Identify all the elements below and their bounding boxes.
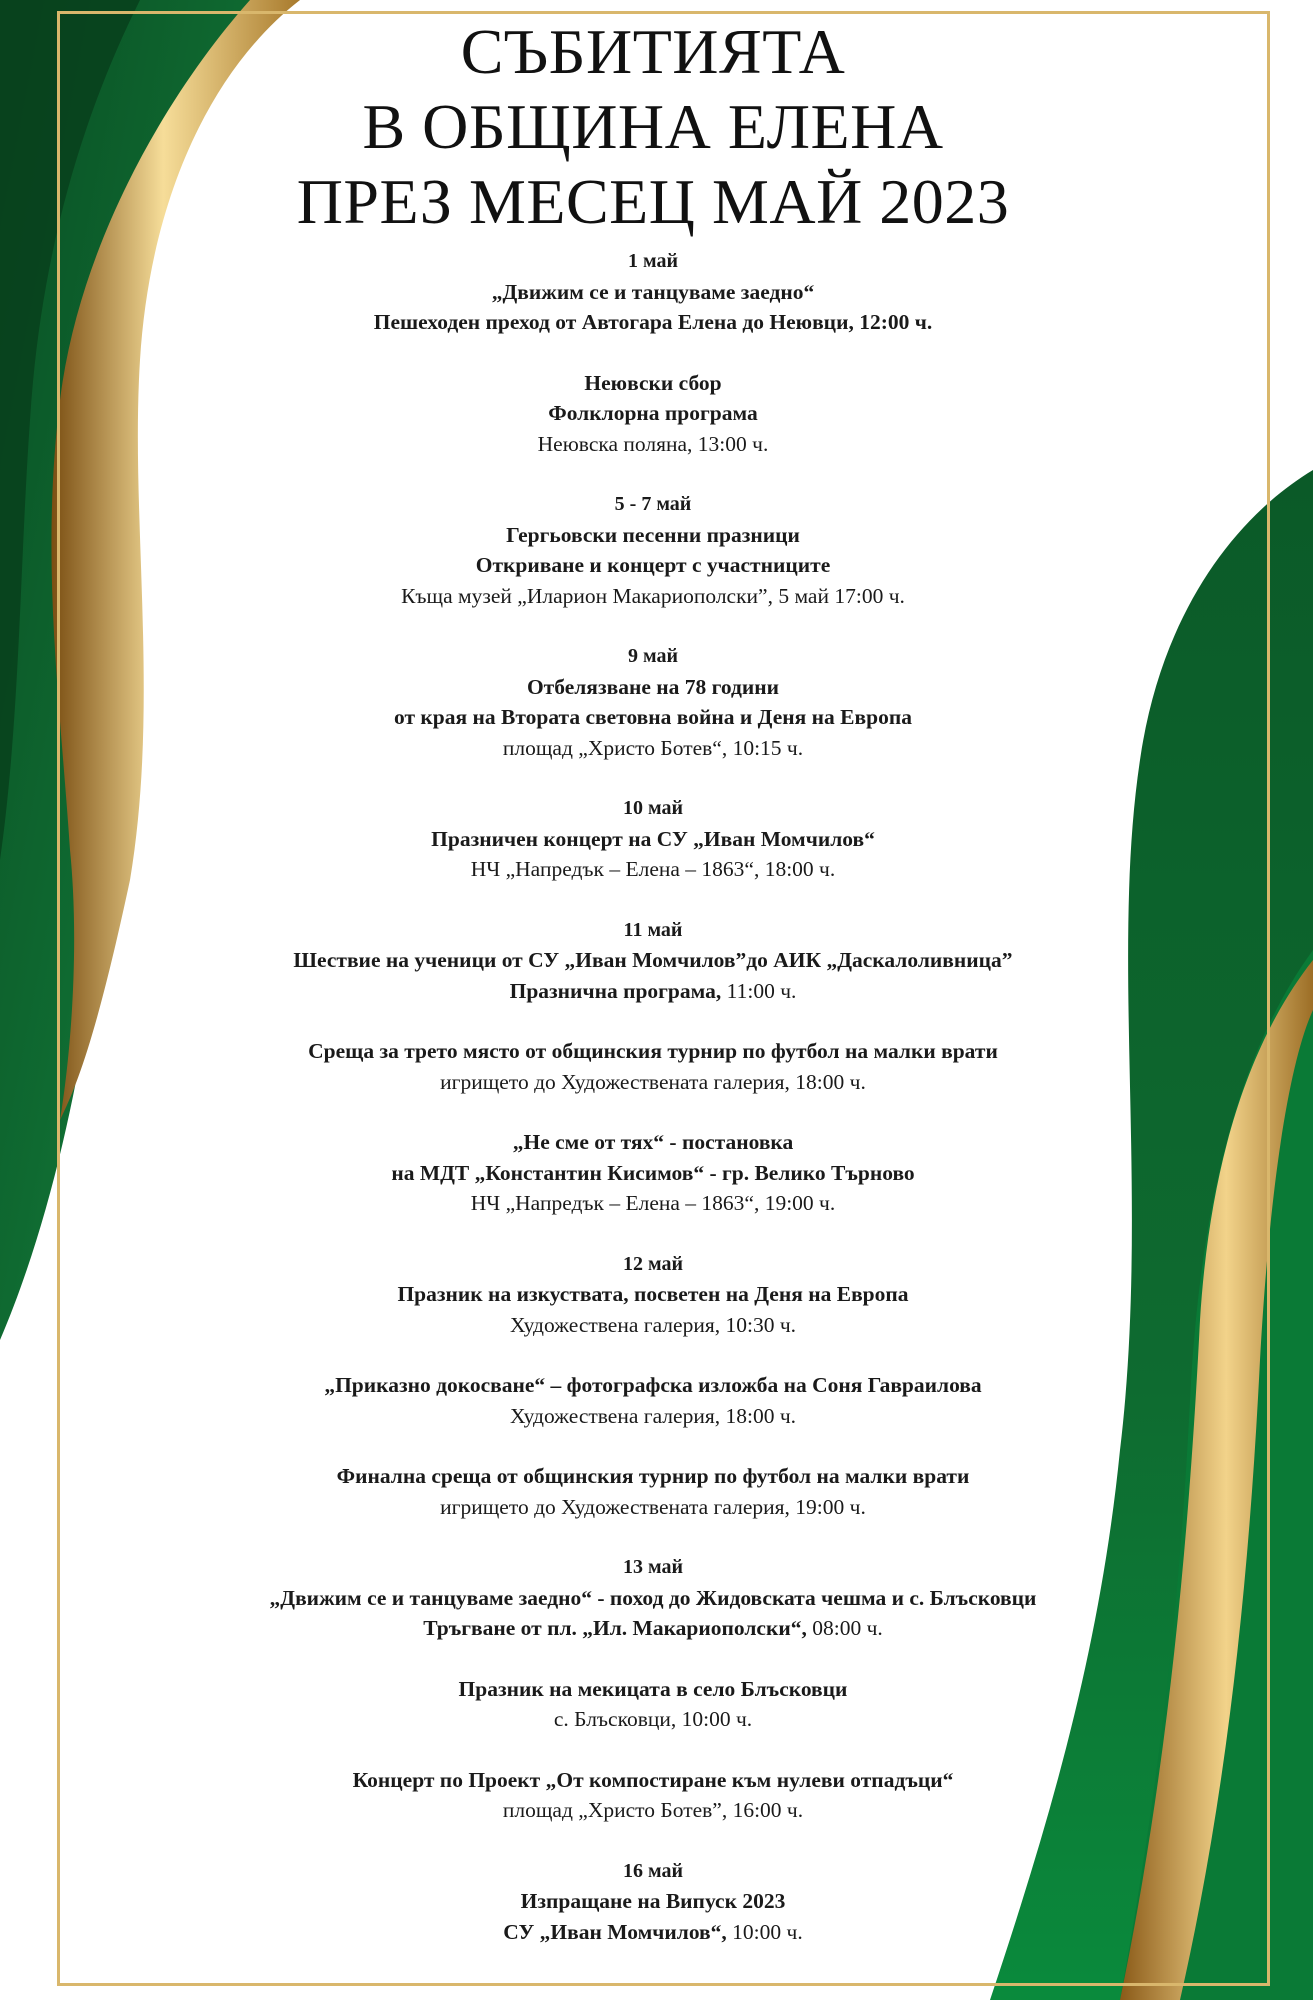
event-date: 1 май [627,250,678,272]
event-date: 11 май [623,918,683,941]
event-title: Откриване и концерт с участниците [475,553,831,577]
event-place-bold: Тръгване от пл. „Ил. Макариополски“, [423,1616,807,1640]
event-title: Пешеходен преход от Автогара Елена до Неювци, 12:00 ч. [373,310,933,334]
event-item [150,1552,1156,1644]
event-place: НЧ „Напредък – Елена – 1863“, 18:00 ч. [470,857,836,881]
title-line: СЪБИТИЯТА [460,16,846,87]
event-title: Шествие на ученици от СУ „Иван Момчилов”до АИК „Даскалоливница” [293,948,1013,972]
event-item [150,1856,1156,1948]
event-title: Празник на изкуствата, посветен на Деня на Европа [397,1282,909,1306]
event-item [150,1765,1156,1826]
event-item [150,1249,1156,1341]
event-item [150,1036,1156,1097]
event-place: с. Блъсковци, 10:00 ч. [553,1707,753,1731]
event-place: Къща музей „Иларион Макариополски”, 5 май 17:00 ч. [401,583,905,608]
event-title: „Движим се и танцуваме заедно“ [491,279,815,304]
event-title: „Не сме от тях“ - постановка [512,1130,794,1154]
event-date: 9 май [627,645,678,667]
event-item [150,915,1156,1007]
event-title: Финална среща от общинския турнир по футбол на малки врати [336,1464,970,1488]
event-place: игрището до Художествената галерия, 19:00 ч. [440,1494,866,1519]
page-content [150,14,1156,1977]
title-line: ПРЕЗ МЕСЕЦ МАЙ 2023 [296,166,1010,237]
event-place: площад „Христо Ботев”, 16:00 ч. [502,1798,804,1822]
event-item [150,793,1156,885]
event-item [150,1370,1156,1431]
event-title: на МДТ „Константин Кисимов“ - гр. Велико Търново [391,1160,915,1185]
event-item [150,489,1156,611]
event-place: Художествена галерия, 18:00 ч. [509,1403,797,1428]
event-title: Концерт по Проект „От компостиране към нулеви отпадъци“ [352,1767,954,1792]
title-line: В ОБЩИНА ЕЛЕНА [362,91,944,162]
event-title: от края на Втората световна война и Деня на Европа [394,705,912,729]
event-place-bold: Празнична програма, [509,978,722,1003]
event-place: площад „Христо Ботев“, 10:15 ч. [502,735,804,760]
events-list [150,246,1156,1947]
event-title: Отбелязване на 78 години [526,674,780,699]
event-title: Среща за трето място от общинския турнир по футбол на малки врати [308,1039,998,1063]
event-title: Фолклорна програма [548,401,758,425]
event-place: игрището до Художествената галерия, 18:00 ч. [440,1069,866,1094]
event-item [150,1461,1156,1522]
event-title: Празничен концерт на СУ „Иван Момчилов“ [431,826,875,851]
event-item [150,641,1156,763]
event-time: 08:00 ч. [806,1616,883,1640]
event-title: „Приказно докосване“ – фотографска изложба на Соня Гавраилова [324,1373,982,1397]
event-title: Изпращане на Випуск 2023 [520,1889,786,1913]
event-date: 12 май [622,1252,683,1275]
page-title [150,14,1156,239]
event-place: Неювска поляна, 13:00 ч. [537,431,769,456]
event-place-bold: СУ „Иван Момчилов“, [503,1919,727,1944]
event-place [150,976,1156,1007]
event-place: Художествена галерия, 10:30 ч. [509,1312,797,1337]
event-item [150,368,1156,460]
event-item [150,246,1156,338]
event-date: 10 май [622,797,683,819]
event-title: Празник на мекицата в село Блъсковци [458,1676,848,1701]
event-time: 10:00 ч. [726,1919,803,1944]
event-item [150,1127,1156,1219]
event-place [150,1917,1156,1948]
event-date: 5 - 7 май [614,493,692,515]
event-time: 11:00 ч. [721,978,797,1003]
event-place [150,1613,1156,1644]
event-date: 16 май [622,1859,683,1882]
event-title: Гергьовски песенни празници [506,522,800,547]
event-title: „Движим се и танцуваме заедно“ - поход до Жидовската чешма и с. Блъсковци [269,1585,1037,1610]
event-item [150,1674,1156,1735]
event-title: Неювски сбор [584,370,722,395]
event-date: 13 май [622,1556,683,1578]
event-place: НЧ „Напредък – Елена – 1863“, 19:00 ч. [470,1191,836,1215]
